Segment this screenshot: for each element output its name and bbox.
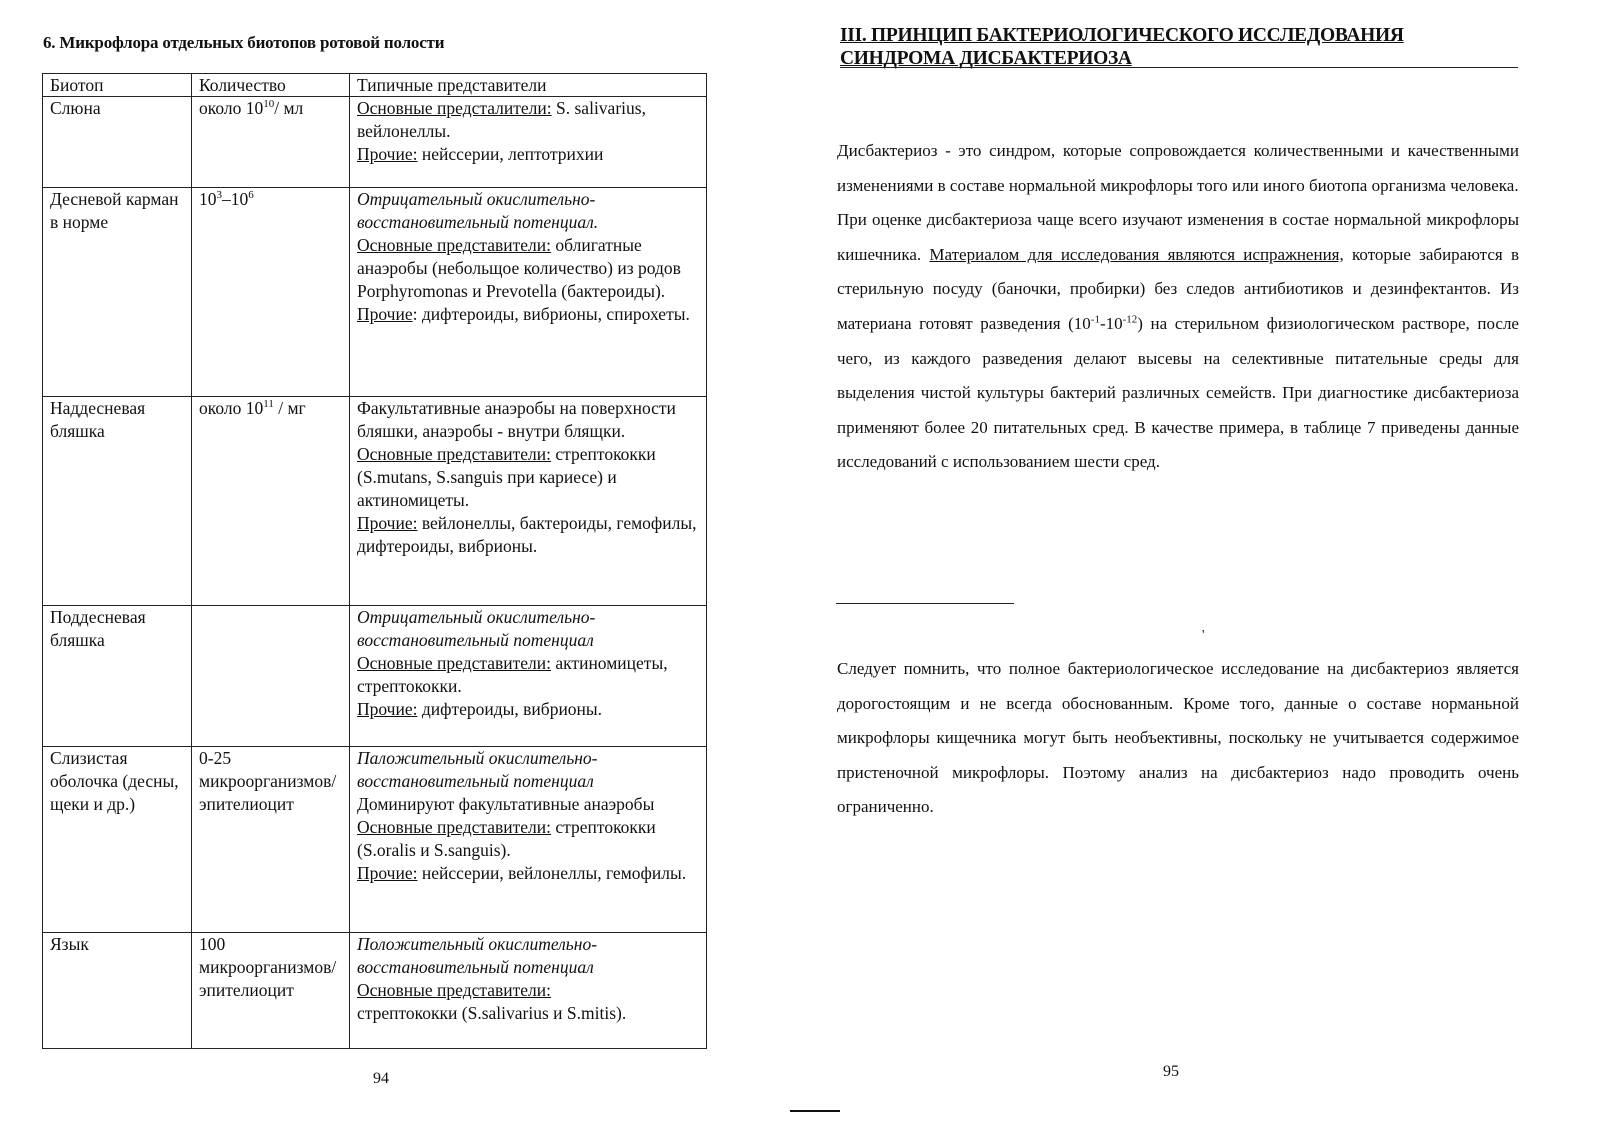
material-underlined: Материалом для исследования являются испражнения,: [929, 244, 1344, 264]
table-title: 6. Микрофлора отдельных биотопов ротовой полости: [43, 33, 445, 52]
table-row: [43, 933, 707, 1049]
potential-note: Паложительный окислительно-восстановительный потенциал: [357, 748, 598, 791]
potential-note: Отрицательный окислительно-восстановительный потенциал.: [357, 189, 599, 232]
page-number-right: 95: [1163, 1063, 1179, 1080]
amount-cell: $10^3-10^6$: [192, 188, 350, 397]
table-row: [43, 188, 707, 397]
other-label: Прочие: [357, 304, 413, 324]
other-label: Прочие:: [357, 699, 418, 719]
microflora-table: [42, 73, 707, 1049]
table-row: [43, 747, 707, 933]
amount-cell: 100 микроорганизмов/ эпителиоцит: [192, 933, 350, 1049]
table-row: [43, 606, 707, 747]
potential-note: Отрицательный окислительно-восстановительный потенциал: [357, 607, 596, 650]
biotope-cell: Слюна: [43, 97, 192, 188]
table-header-row: [43, 74, 707, 97]
main-label: Основные представители:: [357, 980, 552, 1000]
main-label: Основные представители:: [357, 444, 552, 464]
page-number-left: 94: [373, 1070, 389, 1087]
amount-cell: 0-25 микроорганизмов/ эпителиоцит: [192, 747, 350, 933]
main-label: Основные представители:: [357, 235, 552, 255]
section-heading: III. ПРИНЦИП БАКТЕРИОЛОГИЧЕСКОГО ИССЛЕДОВАНИЯ СИНДРОМА ДИСБАКТЕРИОЗА: [840, 25, 1404, 69]
representatives-cell: Отрицательный окислительно-восстановительный потенциал Основные представители: актиномицеты, стрептококки. Прочие: дифтероиды, вибрионы.: [350, 606, 707, 747]
paragraph-footnote: Следует помнить, что полное бактериологическое исследование на дисбактериоз является дорогостоящим и не всегда обоснованным. Кроме того, данные о составе норманьной микрофлоры кищечника могут быть необъективны, поскольку не учитывается содержимое пристеночной микрофлоры. Поэтому анализ на дисбактериоз надо проводить очень ограниченно.: [837, 659, 1519, 817]
potential-note: Положительный окислительно-восстановительный потенциал: [357, 934, 598, 977]
representatives-cell: Положительный окислительно-восстановительный потенциал Основные представители: стрептококки (S.salivarius и S.mitis).: [350, 933, 707, 1049]
biotope-cell: Поддесневая бляшка: [43, 606, 192, 747]
footnote-separator: [836, 603, 1014, 604]
stray-mark: ': [1202, 628, 1205, 643]
heading-underline: [840, 67, 1518, 68]
main-label: Основные предсталители:: [357, 98, 552, 118]
representatives-cell: Паложительный окислительно-восстановительный потенциал Доминируют факультативные анаэробы Основные представители: стрептококки (S.oralis и S.sanguis). Прочие: нейссерии, вейлонеллы, гемофилы.: [350, 747, 707, 933]
amount-cell: [192, 606, 350, 747]
table-row: [43, 397, 707, 606]
binding-mark: [790, 1110, 840, 1112]
header-biotope: Биотоп: [43, 74, 192, 97]
main-label: Основные представители:: [357, 653, 552, 673]
representatives-cell: Основные предсталители: S. salivarius, вейлонеллы. Прочие: нейссерии, лептотрихии: [350, 97, 707, 188]
header-representatives: Типичные представители: [350, 74, 707, 97]
paragraph-definition: Дисбактериоз - это синдром, которые сопровождается количественными и качественными изменениями в составе нормальной микрофлоры того или иного биотопа организма человека. При оценке дисбактериоза чаще всего изучают изменения в состае нормальной микрофлоры кишечника. Материалом для исследования являются испражнения, которые забираются в стерильную посуду (баночки, пробирки) без следов антибиотиков и дезинфектантов. Из материана готовят разведения $(10^{-1}-10^{-12})$ на стерильном физиологическом растворе, после чего, из каждого разведения делают высевы на селективные питательные среды для выделения чистой культуры бактерий различных семейств. При диагностике дисбактериоза применяют более 20 питательных сред. В качестве примера, в таблице 7 приведены данные исследований с использованием шести сред.: [837, 141, 1519, 472]
header-amount: Количество: [192, 74, 350, 97]
table-row: [43, 97, 707, 188]
biotope-cell: Десневой карман в норме: [43, 188, 192, 397]
other-label: Прочие:: [357, 513, 418, 533]
biotope-cell: Наддесневая бляшка: [43, 397, 192, 606]
representatives-cell: Факультативные анаэробы на поверхности бляшки, анаэробы - внутри блящки. Основные представители: стрептококки (S.mutans, S.sanguis при кариесе) и актиномицеты. Прочие: вейлонеллы, бактероиды, гемофилы, дифтероиды, вибрионы.: [350, 397, 707, 606]
biotope-cell: Язык: [43, 933, 192, 1049]
other-label: Прочие:: [357, 863, 418, 883]
other-label: Прочие:: [357, 144, 418, 164]
main-label: Основные представители:: [357, 817, 552, 837]
representatives-cell: Отрицательный окислительно-восстановительный потенциал. Основные представители: облигатные анаэробы (небольщое количество) из родов Porphyromonas и Prevotella (бактероиды). Прочие: дифтероиды, вибрионы, спирохеты.: [350, 188, 707, 397]
amount-cell: около $10^{11}$ / мг: [192, 397, 350, 606]
amount-cell: около $10^{10}/$ мл: [192, 97, 350, 188]
biotope-cell: Слизистая оболочка (десны, щеки и др.): [43, 747, 192, 933]
